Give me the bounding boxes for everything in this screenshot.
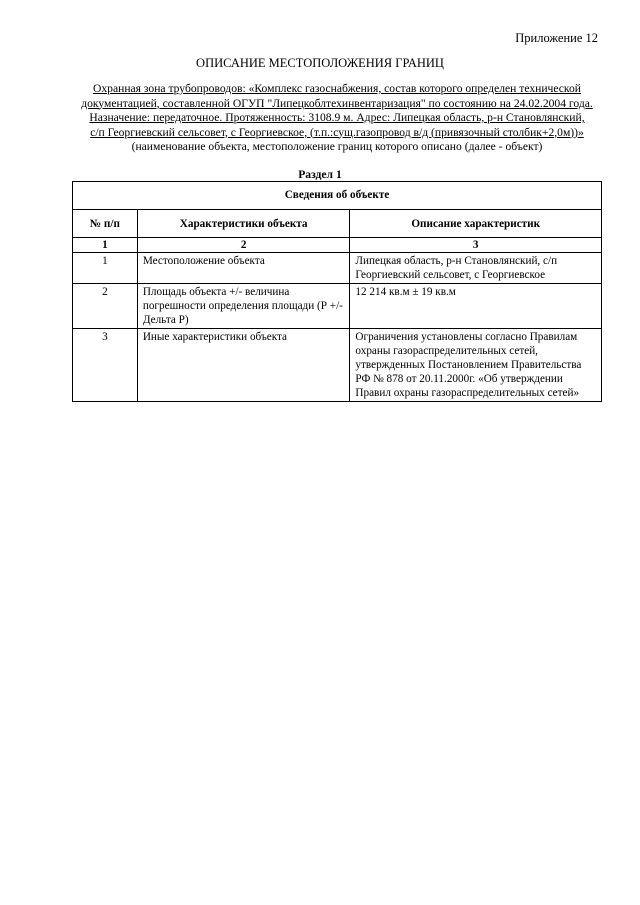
document-title: ОПИСАНИЕ МЕСТОПОЛОЖЕНИЯ ГРАНИЦ — [196, 56, 444, 70]
column-header-description: Описание характеристик — [350, 210, 602, 238]
row-characteristic: Площадь объекта +/- величина погрешности определения площади (Р +/- Дельта Р) — [137, 284, 350, 329]
column-header-row — [73, 210, 602, 238]
appendix-label: Приложение 12 — [515, 31, 598, 45]
column-number: 3 — [350, 238, 602, 253]
description-line-3: Назначение: передаточное. Протяженность: 3108.9 м. Адрес: Липецкая область, р-н Становлянский, — [89, 111, 585, 124]
row-number: 2 — [73, 284, 138, 329]
column-number: 1 — [73, 238, 138, 253]
row-number: 1 — [73, 253, 138, 284]
column-header-num: № п/п — [73, 210, 138, 238]
description-note: (наименование объекта, местоположение границ которого описано (далее - объект) — [131, 140, 543, 153]
object-info-table — [72, 181, 602, 402]
table-title-row — [73, 182, 602, 210]
table-row — [73, 253, 602, 284]
row-characteristic: Иные характеристики объекта — [137, 329, 350, 402]
table-row — [73, 284, 602, 329]
row-number: 3 — [73, 329, 138, 402]
object-description — [72, 82, 602, 155]
description-line-4: с/п Георгиевский сельсовет, с Георгиевское, (т.п.:сущ.газопровод в/д (привязочный столбик+2,0м))» — [90, 125, 584, 139]
column-header-characteristic: Характеристики объекта — [137, 210, 350, 238]
row-description: Ограничения установлены согласно Правилам охраны газораспределительных сетей, утвержденных Постановлением Правительства РФ № 878 от 20.11.2000г. «Об утверждении Правил охраны газораспределительных сетей» — [350, 329, 602, 402]
description-line-2: документацией, составленной ОГУП "Липецкоблтехинвентаризация" по состоянию на 24.02.2004 года. — [81, 96, 593, 110]
table-title: Сведения об объекте — [73, 182, 602, 210]
table-row — [73, 329, 602, 402]
column-number-row — [73, 238, 602, 253]
section-title: Раздел 1 — [298, 168, 342, 181]
row-characteristic: Местоположение объекта — [137, 253, 350, 284]
description-line-1: Охранная зона трубопроводов: «Комплекс газоснабжения, состав которого определен технической — [93, 82, 581, 95]
row-description: Липецкая область, р-н Становлянский, с/п Георгиевский сельсовет, с Георгиевское — [350, 253, 602, 284]
column-number: 2 — [137, 238, 350, 253]
row-description: 12 214 кв.м ± 19 кв.м — [350, 284, 602, 329]
